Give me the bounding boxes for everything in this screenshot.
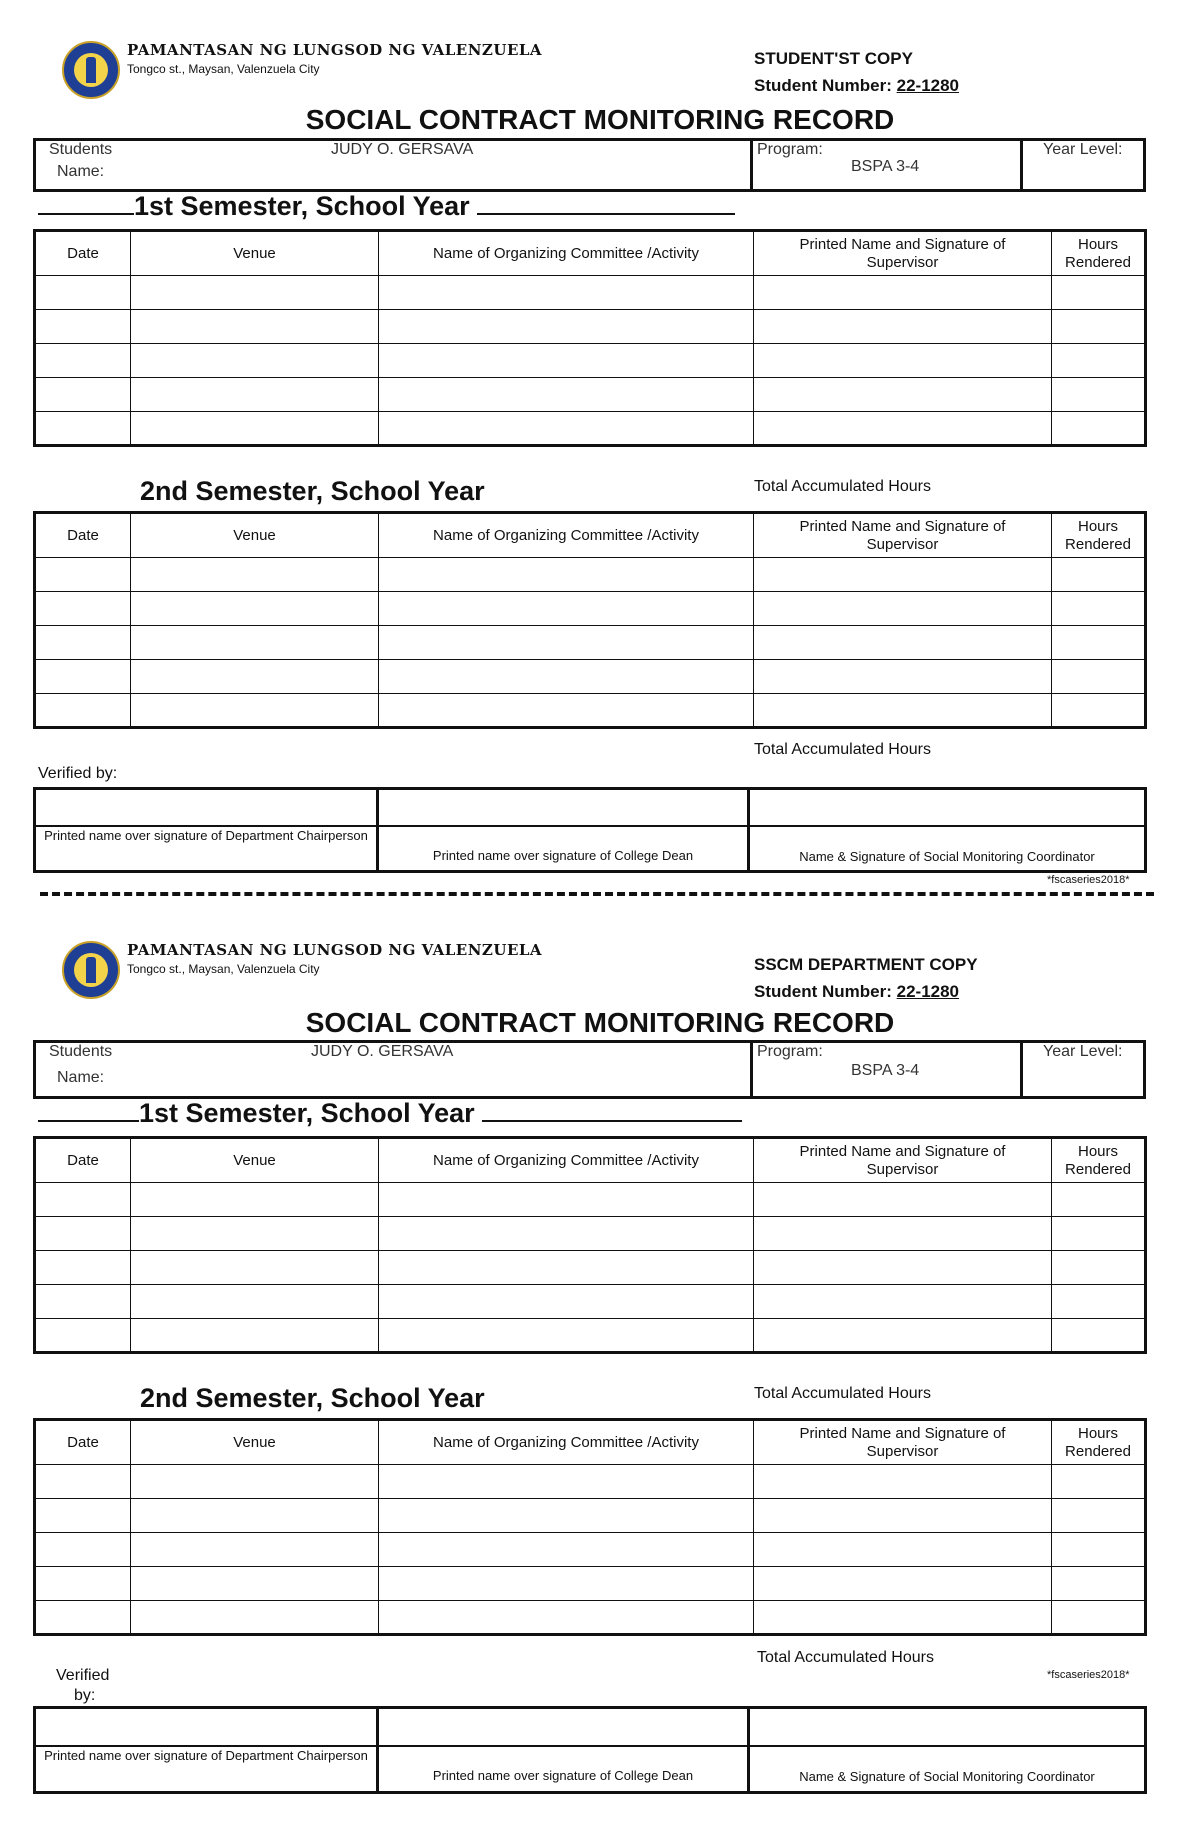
table-row [35,660,1146,694]
university-address: Tongco st., Maysan, Valenzuela City [127,962,320,976]
verified-label: Verified [56,1667,110,1684]
program-label: Program: [757,141,823,158]
university-seal-icon [62,41,120,99]
signature-chairperson-caption: Printed name over signature of Department Chairperson [44,828,368,843]
col-venue: Venue [131,231,379,276]
col-hours: Hours Rendered [1052,231,1146,276]
first-semester-heading [38,1098,742,1129]
signature-chairperson-caption: Printed name over signature of Department Chairperson [44,1748,368,1763]
student-number-value: 22-1280 [896,982,960,1001]
blank-line [38,213,134,215]
footer-code: *fscaseries2018* [1047,1669,1130,1681]
blank-line [477,213,735,215]
year-level-label: Year Level: [1043,1043,1123,1060]
col-hours: Hours Rendered [1052,1138,1146,1183]
university-seal-icon [62,941,120,999]
footer-code: *fscaseries2018* [1047,874,1130,886]
table-row [35,1319,1146,1353]
col-date: Date [35,231,131,276]
table-row [35,378,1146,412]
signature-coordinator-caption: Name & Signature of Social Monitoring Coordinator [799,1769,1095,1784]
col-hours: Hours Rendered [1052,1420,1146,1465]
col-date: Date [35,513,131,558]
student-number-label: Student Number: [754,76,892,95]
blank-line [482,1120,742,1122]
signature-dean-caption: Printed name over signature of College Dean [432,848,694,863]
second-semester-table [33,1418,1147,1636]
by-label: by: [74,1687,96,1704]
total-hours-label: Total Accumulated Hours [757,1649,934,1666]
table-row [35,1601,1146,1635]
col-activity: Name of Organizing Committee /Activity [379,231,754,276]
signature-coordinator-caption: Name & Signature of Social Monitoring Coordinator [799,849,1095,864]
table-row [35,1499,1146,1533]
col-date: Date [35,1420,131,1465]
col-supervisor: Printed Name and Signature of Supervisor [754,1138,1052,1183]
student-number [754,76,959,96]
university-address: Tongco st., Maysan, Valenzuela City [127,62,320,76]
signature-divider [33,825,1147,827]
table-row [35,1217,1146,1251]
form-title: SOCIAL CONTRACT MONITORING RECORD [305,1007,895,1038]
program-label: Program: [757,1043,823,1060]
form-title: SOCIAL CONTRACT MONITORING RECORD [305,104,895,135]
second-semester-table [33,511,1147,729]
col-venue: Venue [131,1138,379,1183]
table-row [35,1285,1146,1319]
table-row [35,626,1146,660]
table-row [35,558,1146,592]
student-name-value: JUDY O. GERSAVA [331,141,474,158]
total-hours-label: Total Accumulated Hours [754,741,931,758]
first-semester-label: 1st Semester, School Year [139,1098,475,1128]
student-number-label: Student Number: [754,982,892,1001]
students-label: Students [49,141,113,158]
cut-line [40,892,1154,896]
table-row [35,694,1146,728]
university-name: PAMANTASAN NG LUNGSOD NG VALENZUELA [127,41,543,59]
first-semester-table [33,1136,1147,1354]
col-supervisor: Printed Name and Signature of Supervisor [754,1420,1052,1465]
table-row [35,1251,1146,1285]
col-venue: Venue [131,1420,379,1465]
signature-dean-caption: Printed name over signature of College Dean [432,1768,694,1783]
table-row [35,276,1146,310]
verified-by-label: Verified by: [38,765,118,782]
col-supervisor: Printed Name and Signature of Supervisor [754,513,1052,558]
table-row [35,1183,1146,1217]
name-label: Name: [57,163,105,180]
student-number [754,982,959,1002]
name-label: Name: [57,1069,105,1086]
copy-label: STUDENT'ST COPY [754,49,913,68]
student-number-value: 22-1280 [896,76,960,95]
col-activity: Name of Organizing Committee /Activity [379,513,754,558]
table-row [35,412,1146,446]
col-activity: Name of Organizing Committee /Activity [379,1138,754,1183]
first-semester-label: 1st Semester, School Year [134,191,470,221]
col-activity: Name of Organizing Committee /Activity [379,1420,754,1465]
university-name: PAMANTASAN NG LUNGSOD NG VALENZUELA [127,941,543,959]
second-semester-label: 2nd Semester, School Year [140,1383,485,1413]
copy-label: SSCM DEPARTMENT COPY [754,955,978,974]
department-copy-section [0,903,1200,1835]
first-semester-table [33,229,1147,447]
col-date: Date [35,1138,131,1183]
table-row [35,592,1146,626]
program-value: BSPA 3-4 [851,1062,920,1079]
year-level-label: Year Level: [1043,141,1123,158]
table-row [35,1567,1146,1601]
blank-line [38,1120,139,1122]
table-row [35,1533,1146,1567]
student-name-value: JUDY O. GERSAVA [311,1043,454,1060]
col-venue: Venue [131,513,379,558]
second-semester-label: 2nd Semester, School Year [140,476,485,506]
first-semester-heading [38,191,735,222]
table-row [35,344,1146,378]
program-value: BSPA 3-4 [851,158,920,175]
student-copy-section [0,0,1200,900]
students-label: Students [49,1043,113,1060]
signature-divider [33,1745,1147,1747]
table-row [35,310,1146,344]
col-hours: Hours Rendered [1052,513,1146,558]
table-row [35,1465,1146,1499]
total-hours-label: Total Accumulated Hours [754,1385,931,1402]
col-supervisor: Printed Name and Signature of Supervisor [754,231,1052,276]
total-hours-label: Total Accumulated Hours [754,478,931,495]
